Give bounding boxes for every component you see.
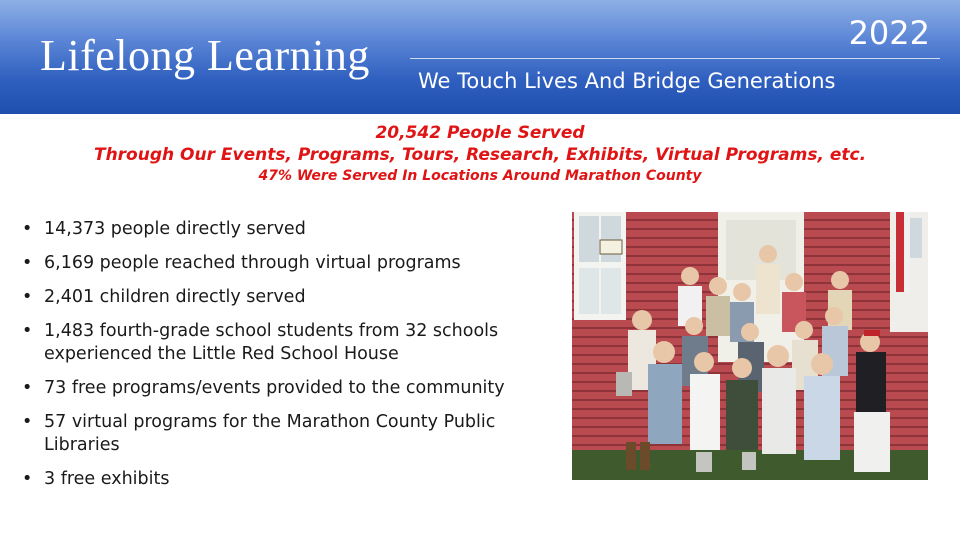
highlights-block	[0, 122, 960, 186]
schoolhouse-group-photo	[572, 212, 928, 480]
page-title: Lifelong Learning	[40, 31, 370, 80]
header-banner	[0, 0, 960, 114]
year-label: 2022	[848, 14, 930, 52]
activities-line: Through Our Events, Programs, Tours, Research, Exhibits, Virtual Programs, etc.	[93, 145, 867, 165]
list-item: • 14,373 people directly served	[20, 218, 565, 241]
list-item: • 6,169 people reached through virtual programs	[20, 252, 565, 275]
stats-list	[20, 218, 565, 502]
list-item: • 2,401 children directly served	[20, 286, 565, 309]
people-served-headline: 20,542 People Served	[375, 123, 585, 143]
list-item: • 57 virtual programs for the Marathon County Public Libraries	[20, 411, 565, 457]
list-item: • 73 free programs/events provided to the community	[20, 377, 565, 400]
list-item: • 1,483 fourth-grade school students from 32 schools experienced the Little Red School House	[20, 320, 565, 366]
percent-line: 47% Were Served In Locations Around Marathon County	[258, 168, 702, 184]
header-divider	[410, 58, 940, 59]
list-item: • 3 free exhibits	[20, 468, 565, 491]
page-subtitle: We Touch Lives And Bridge Generations	[418, 69, 836, 93]
